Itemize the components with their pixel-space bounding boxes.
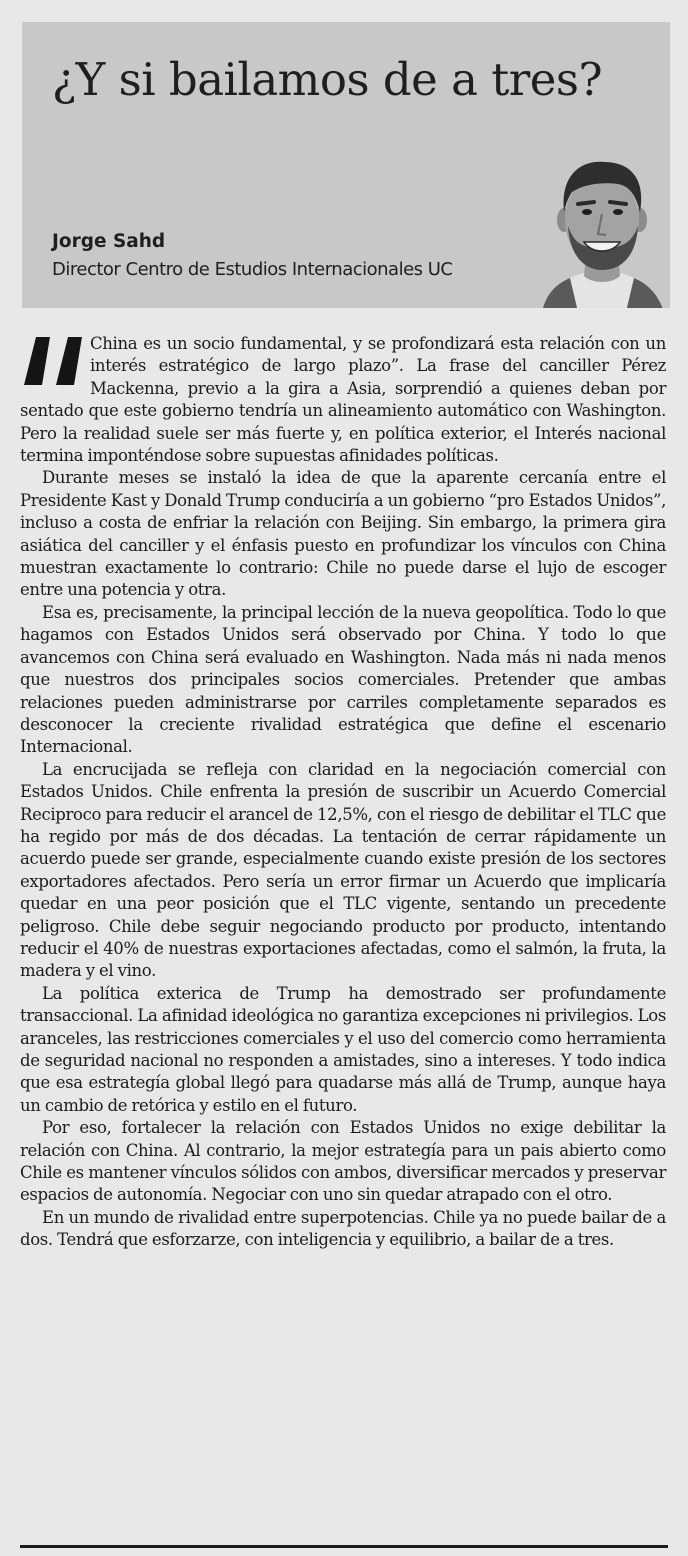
bottom-rule xyxy=(20,1545,668,1548)
paragraph xyxy=(20,333,666,467)
paragraph: La política exterica de Trump ha demostrado ser profundamente transaccional. La afinidad ideológica no garantiza excepciones ni privilegios. Los aranceles, las restricciones comerciales y el uso del comercio como herramienta de seguridad nacional no responden a amistades, sino a intereses. Y todo indica que esa estrategía global llegó para quadarse más allá de Trump, aunque haya un cambio de retórica y estilo en el futuro. xyxy=(20,983,666,1115)
paragraph-text: China es un socio fundamental, y se profondizará esta relación con un interés estratégico de largo plazo”. La frase del canciller Pérez Mackenna, previo a la gira a Asia, sorprendió a quienes deban por sentado que este gobierno tendría un alineamiento automático con Washington. Pero la realidad suele ser más fuerte y, en política exterior, el Interés nacional termina imponténdose sobre supuestas afinidades políticas. xyxy=(20,334,666,466)
author-name: Jorge Sahd xyxy=(52,231,166,252)
paragraph: Esa es, precisamente, la principal lección de la nueva geopolítica. Todo lo que hagamos con Estados Unidos será observado por China. Y todo lo que avancemos con China será evaluado en Washington. Nada más ni nada menos que nuestros dos principales socios comerciales. Pretender que ambas relaciones pueden administrarse por carriles completamente separados es desconocer la creciente rivalidad estratégica que define el escenario Internacional. xyxy=(20,602,666,757)
paragraph: Durante meses se instaló la idea de que la aparente cercanía entre el Presidente Kast y Donald Trump conduciría a un gobierno “pro Estados Unidos”, incluso a costa de enfriar la relación con Beijing. Sin embargo, la primera gira asiática del canciller y el énfasis puesto en profundizar los vínculos con China muestran exactamente lo contrario: Chile no puede darse el lujo de escoger entre una potencia y otra. xyxy=(20,468,666,600)
author-role: Director Centro de Estudios Internacionales UC xyxy=(52,259,453,280)
paragraph: Por eso, fortalecer la relación con Estados Unidos no exige debilitar la relación con China. Al contrario, la mejor estrategía para un pais abierto como Chile es mantener vínculos sólidos con ambos, diversificar mercados y preservar espacios de autonomía. Negociar con uno sin quedar atrapado con el otro. xyxy=(20,1118,666,1205)
author-portrait-icon xyxy=(532,142,670,308)
article-body xyxy=(20,333,666,1252)
header-box xyxy=(22,22,670,308)
opening-quote-icon xyxy=(20,335,86,387)
page-title: ¿Y si bailamos de a tres? xyxy=(52,53,603,106)
paragraph: La encrucijada se refleja con claridad en la negociación comercial con Estados Unidos. Chile enfrenta la presión de suscribir un Acuerdo Comercial Reciproco para reducir el arancel de 12,5%, con el riesgo de debilitar el TLC que ha regido por más de dos décadas. La tentación de cerrar rápidamente un acuerdo puede ser grande, especialmente cuando existe presión de los sectores exportadores afectados. Pero sería un error firmar un Acuerdo que implicaría quedar en una peor posición que el TLC vigente, sentando un precedente peligroso. Chile debe seguir negociando producto por producto, intentando reducir el 40% de nuestras exportaciones afectadas, como el salmón, la fruta, la madera y el vino. xyxy=(20,759,666,981)
paragraph: En un mundo de rivalidad entre superpotencias. Chile ya no puede bailar de a dos. Tendrá que esforzarze, con inteligencia y equilibrio, a bailar de a tres. xyxy=(20,1207,666,1250)
